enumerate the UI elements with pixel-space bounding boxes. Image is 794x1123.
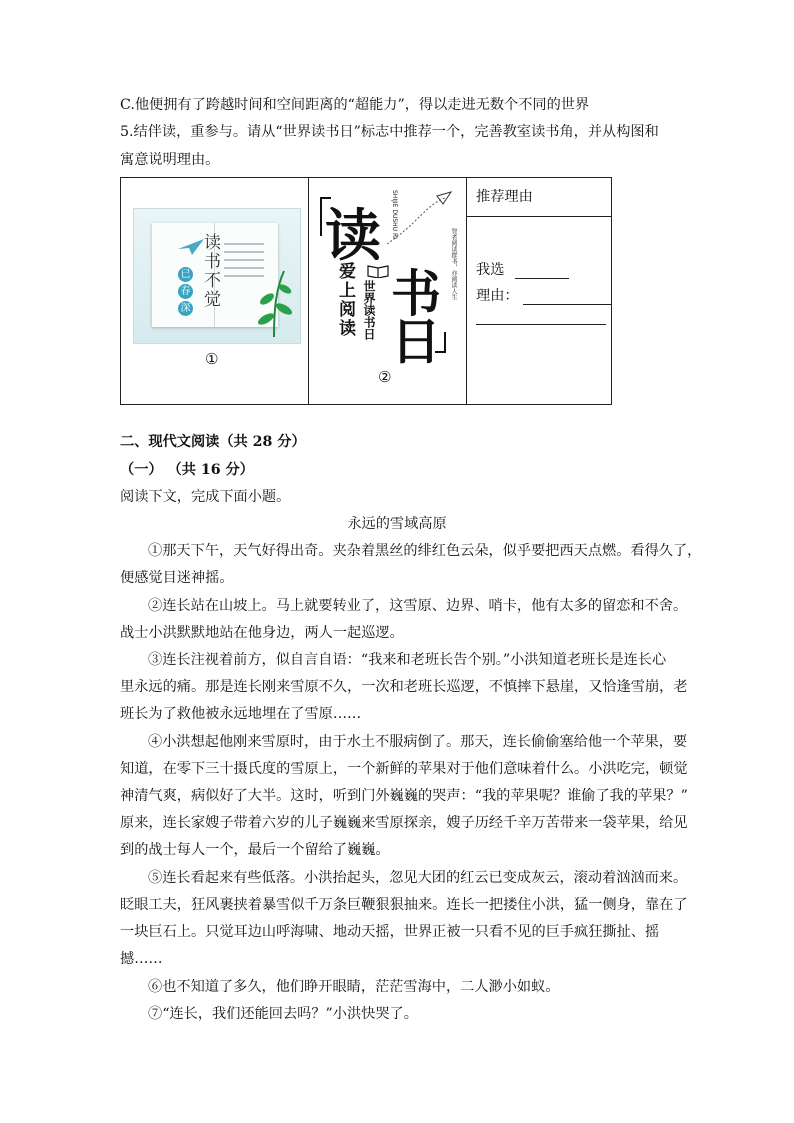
pic1-dot: 春 bbox=[178, 284, 193, 299]
pic2-vertical-title: 世界读书日 bbox=[362, 280, 376, 340]
pic1-title: 读书不觉 bbox=[200, 233, 220, 309]
paragraph-line: 原来，连长家嫂子带着六岁的儿子巍巍来雪原探亲，嫂子历经千辛万苦带来一袋苹果，给见 bbox=[120, 815, 688, 831]
pic2-small-text: 智者阅读群书，亦阅读人生 bbox=[450, 228, 457, 300]
paragraph-line: 班长为了救他被永远地埋在了雪原…… bbox=[120, 706, 362, 722]
recommend-table bbox=[120, 177, 612, 405]
logo-image-2 bbox=[317, 184, 467, 370]
paragraph-line: ⑥也不知道了多久，他们睁开眼睛，茫茫雪海中，二人渺小如蚁。 bbox=[148, 979, 560, 995]
pic2-big-char-2: 书 bbox=[391, 264, 441, 323]
table-divider-1 bbox=[308, 178, 309, 404]
paper-plane-icon bbox=[178, 239, 204, 255]
paragraph-line: 知道，在零下三十摄氏度的雪原上，一个新鲜的苹果对于他们意味着什么。小洪吃完，顿觉 bbox=[120, 761, 688, 777]
leaf-icon bbox=[254, 269, 294, 339]
book-icon bbox=[367, 264, 389, 278]
option-c-line: C.他便拥有了跨越时间和空间距离的“超能力”，得以走进无数个不同的世界 bbox=[120, 97, 590, 113]
instruction: 阅读下文，完成下面小题。 bbox=[120, 489, 291, 505]
pic2-label: ② bbox=[378, 368, 392, 386]
choose-blank[interactable] bbox=[515, 262, 569, 279]
logo-image-1 bbox=[133, 208, 301, 344]
table-header-divider bbox=[466, 216, 612, 217]
paragraph-line: 战士小洪默默地站在他身边，两人一起巡逻。 bbox=[120, 625, 404, 641]
reason-row-2 bbox=[476, 308, 606, 325]
paragraph-line: ③连长注视着前方，似自言自语：“我来和老班长告个别。”小洪知道老班长是连长心 bbox=[148, 652, 667, 668]
pic2-big-char-3: 日 bbox=[391, 312, 441, 371]
choose-row bbox=[476, 259, 569, 279]
paragraph-line: 一块巨石上。只觉耳边山呼海啸、地动天摇，世界正被一只看不见的巨手疯狂撕扯、摇 bbox=[120, 924, 660, 940]
paragraph-line: 眨眼工夫，狂风裹挟着暴雪似千万条巨鞭狠狠抽来。连长一把搂住小洪，猛一侧身，靠在了 bbox=[120, 897, 688, 913]
pic1-dot: 已 bbox=[178, 267, 193, 282]
pic1-label: ① bbox=[205, 350, 219, 368]
pic2-side-text: 爱上阅读 bbox=[335, 262, 355, 338]
paragraph-line: 到的战士每人一个，最后一个留给了巍巍。 bbox=[120, 842, 390, 858]
question-5-line-2: 寓意说明理由。 bbox=[120, 152, 220, 168]
paragraph-line: ⑤连长看起来有些低落。小洪抬起头，忽见大团的红云已变成灰云，滚动着汹汹而来。 bbox=[148, 870, 688, 886]
reason-label: 理由： bbox=[476, 288, 519, 304]
paragraph-line: 撼…… bbox=[120, 951, 163, 967]
reason-blank-1[interactable] bbox=[523, 288, 611, 305]
pic1-dot: 深 bbox=[178, 301, 193, 316]
article-title: 永远的雪域高原 bbox=[347, 516, 447, 532]
paragraph-line: 神清气爽，病似好了大半。这时，听到门外巍巍的哭声：“我的苹果呢？谁偷了我的苹果？” bbox=[120, 788, 688, 804]
pic2-pinyin: SHIJIE DUSHU RI bbox=[391, 190, 398, 239]
section-title: 二、现代文阅读（共 28 分） bbox=[120, 434, 306, 450]
pic2-big-char-1: 读 bbox=[325, 203, 381, 269]
pic1-dots bbox=[178, 267, 193, 316]
paragraph-line: ⑦“连长，我们还能回去吗？”小洪快哭了。 bbox=[148, 1006, 418, 1022]
recommend-header: 推荐理由 bbox=[476, 189, 533, 205]
choose-label: 我选 bbox=[476, 262, 505, 278]
question-5-line: 5.结伴读，重参与。请从“世界读书日”标志中推荐一个，完善教室读书角，并从构图和 bbox=[120, 124, 659, 140]
paragraph-line: ②连长站在山坡上。马上就要转业了，这雪原、边界、哨卡，他有太多的留恋和不舍。 bbox=[148, 598, 688, 614]
subsection-title: （一） （共 16 分） bbox=[120, 462, 254, 478]
reason-blank-2[interactable] bbox=[476, 308, 606, 325]
reason-row bbox=[476, 285, 611, 305]
paragraph-line: ①那天下午，天气好得出奇。夹杂着黑丝的绯红色云朵，似乎要把西天点燃。看得久了， bbox=[148, 543, 702, 559]
paragraph-line: ④小洪想起他刚来雪原时，由于水土不服病倒了。那天，连长偷偷塞给他一个苹果，要 bbox=[148, 734, 688, 750]
paragraph-line: 便感觉目迷神摇。 bbox=[120, 570, 234, 586]
paragraph-line: 里永远的痛。那是连长刚来雪原不久，一次和老班长巡逻，不慎摔下悬崖，又恰逢雪崩，老 bbox=[120, 679, 688, 695]
